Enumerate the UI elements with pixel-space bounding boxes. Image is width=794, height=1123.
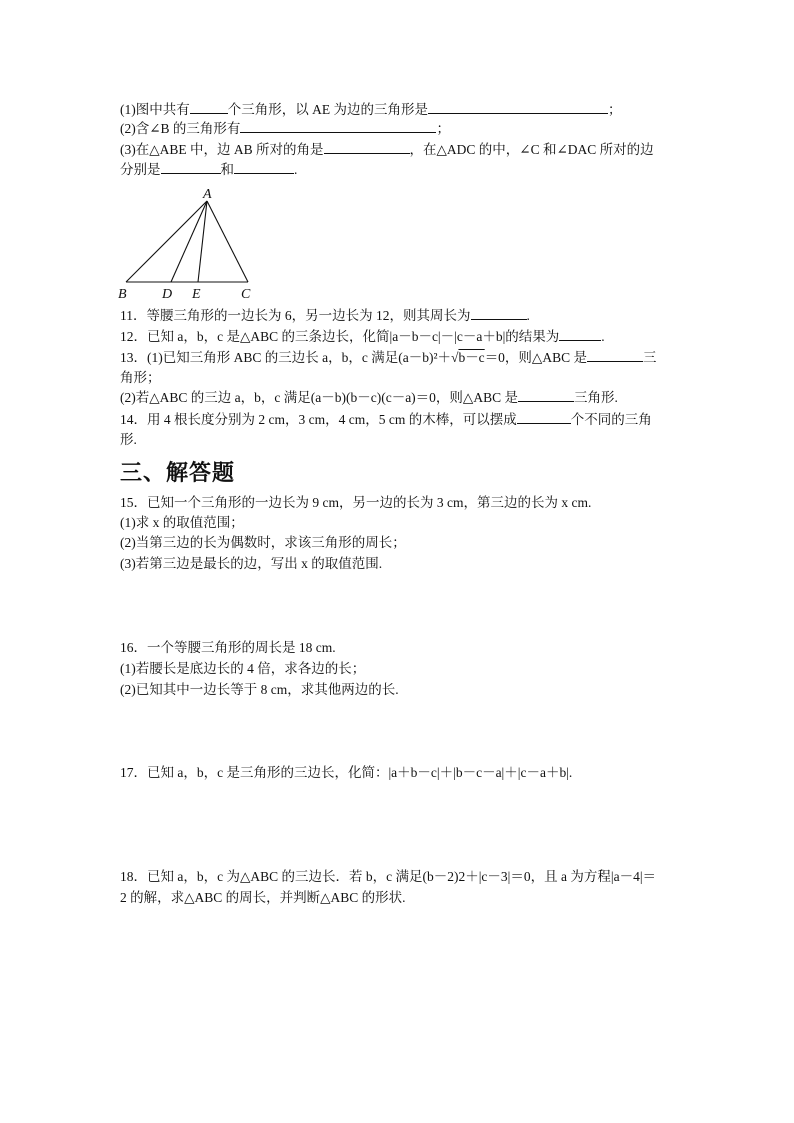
q13-part2 [120, 388, 618, 407]
q13-text2: ＝0，则△ABC 是 [484, 350, 587, 365]
q10-part3-text: (3)在△ABE 中，边 AB 所对的角是 [120, 142, 324, 157]
vertex-label-b: B [118, 287, 127, 302]
q12-text: 12．已知 a，b，c 是△ABC 的三条边长，化简|a－b－c|－|c－a＋b|的结果为 [120, 329, 560, 344]
q15-line2: (1)求 x 的取值范围； [120, 515, 244, 530]
vertex-label-e: E [192, 287, 201, 302]
triangle-lines [126, 201, 248, 282]
segment-ac [207, 201, 248, 282]
punct: . [526, 308, 530, 323]
answer-blank[interactable] [517, 410, 571, 424]
punct: ； [608, 102, 622, 117]
q15-line3: (2)当第三边的长为偶数时，求该三角形的周长； [120, 535, 406, 550]
sqrt-sign: √ [451, 350, 459, 365]
q13-text3: 三 [642, 350, 657, 365]
q16-line2: (1)若腰长是底边长的 4 倍，求各边的长； [120, 661, 366, 676]
q13-part1-cont [120, 368, 161, 387]
q14-text: 14．用 4 根长度分别为 2 cm，3 cm，4 cm，5 cm 的木棒，可以摆成 [120, 412, 517, 427]
q18-line1: 18．已知 a，b，c 为△ABC 的三边长．若 b，c 满足(b－2)2＋|c－3|＝0，且 a 为方程|a－4|＝ [120, 869, 657, 884]
q10-part1-text2: 个三角形，以 AE 为边的三角形是 [227, 102, 428, 117]
answer-blank[interactable] [234, 160, 294, 174]
q13-text: 13．(1)已知三角形 ABC 的三边长 a，b，c 满足(a－b)²＋ [120, 350, 452, 365]
q10-part1 [120, 100, 622, 119]
q16-line1: 16．一个等腰三角形的周长是 18 cm. [120, 640, 336, 655]
sqrt-body: b－c [458, 350, 485, 365]
answer-blank[interactable] [240, 119, 436, 133]
q14 [120, 410, 652, 429]
punct: ； [436, 121, 450, 136]
q14-text3: 形. [120, 432, 137, 447]
q13-text4: 角形； [120, 370, 161, 385]
q10-part2 [120, 119, 450, 138]
q11-text: 11．等腰三角形的一边长为 6，另一边长为 12，则其周长为 [120, 308, 471, 323]
segment-ad [171, 201, 207, 282]
punct: . [601, 329, 605, 344]
q15-line1: 15．已知一个三角形的一边长为 9 cm，另一边的长为 3 cm，第三边的长为 x cm. [120, 495, 592, 510]
q10-part3-cont [120, 160, 297, 179]
vertex-label-a: A [203, 187, 212, 202]
q13-part1 [120, 348, 656, 367]
section-title: 三、解答题 [120, 461, 236, 486]
answer-blank[interactable] [587, 348, 643, 362]
q10-part3-text2: ，在△ADC 的中，∠C 和∠DAC 所对的边 [409, 142, 654, 157]
q14-cont [120, 430, 137, 449]
q10-part2-text: (2)含∠B 的三角形有 [120, 121, 241, 136]
vertex-label-c: C [241, 287, 251, 302]
answer-blank[interactable] [518, 388, 574, 402]
q14-text2: 个不同的三角 [570, 412, 652, 427]
segment-ae [198, 201, 207, 282]
q12 [120, 327, 605, 346]
vertex-label-d: D [162, 287, 173, 302]
q13-text6: 三角形. [573, 390, 618, 405]
q18-line2: 2 的解，求△ABC 的周长，并判断△ABC 的形状. [120, 890, 406, 905]
segment-ab [126, 201, 207, 282]
answer-blank[interactable] [428, 100, 608, 114]
answer-blank[interactable] [324, 140, 410, 154]
q10-part3-text3: 分别是 [120, 162, 161, 177]
q15-line4: (3)若第三边是最长的边，写出 x 的取值范围. [120, 556, 383, 571]
answer-blank[interactable] [559, 327, 601, 341]
punct: . [294, 162, 298, 177]
q10-part1-text: (1)图中共有 [120, 102, 190, 117]
q13-text5: (2)若△ABC 的三边 a，b，c 满足(a－b)(b－c)(c－a)＝0，则△ABC 是 [120, 390, 518, 405]
q10-part3-text4: 和 [220, 162, 234, 177]
answer-blank[interactable] [161, 160, 221, 174]
answer-blank[interactable] [471, 306, 527, 320]
answer-blank[interactable] [190, 100, 228, 114]
q10-part3 [120, 140, 654, 159]
triangle-figure [114, 186, 264, 304]
q16-line3: (2)已知其中一边长等于 8 cm，求其他两边的长. [120, 682, 399, 697]
q17-line1: 17．已知 a，b，c 是三角形的三边长，化简：|a＋b－c|＋|b－c－a|＋|c－a＋b|. [120, 765, 573, 780]
q11 [120, 306, 530, 325]
